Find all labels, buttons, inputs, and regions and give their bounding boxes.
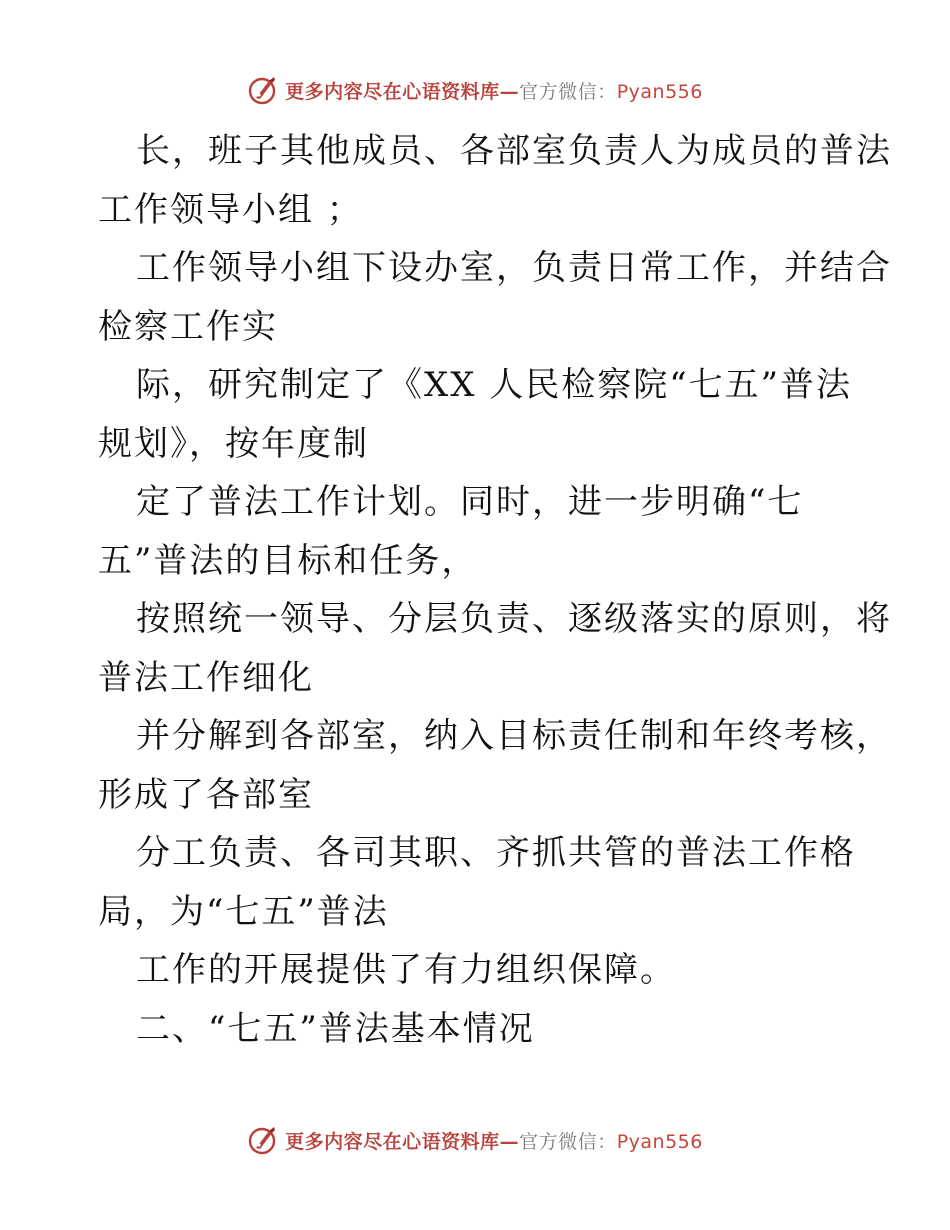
text-line: 工作领导小组 ； <box>98 189 363 230</box>
text-line: 长，班子其他成员、各部室负责人为成员的普法 <box>136 131 892 171</box>
text-line: 工作领导小组下设办室，负责日常工作，并结合 <box>136 248 892 288</box>
text-line: 按照统一领导、分层负责、逐级落实的原则，将 <box>136 599 892 639</box>
text-line: 局，为“七五”普法 <box>98 891 389 932</box>
banner-wechat-label: 官方微信： <box>519 80 617 103</box>
document-body <box>98 122 892 1058</box>
banner-wechat-id: Pyan556 <box>616 80 703 103</box>
banner-text <box>285 1127 703 1154</box>
quill-pen-logo-icon <box>247 1124 279 1156</box>
quill-pen-logo-icon <box>247 74 279 106</box>
header-banner <box>0 70 950 110</box>
text-line: 二、“七五”普法基本情况 <box>136 1008 535 1049</box>
banner-text <box>285 77 703 104</box>
text-line: 检察工作实 <box>98 306 278 347</box>
text-line: 规划》，按年度制 <box>98 423 369 464</box>
banner-main-text: 更多内容尽在心语资料库 <box>285 1130 500 1153</box>
text-line: 五”普法的目标和任务， <box>98 540 478 581</box>
text-line: 形成了各部室 <box>98 774 314 815</box>
text-line: 普法工作细化 <box>98 657 314 698</box>
banner-wechat-id: Pyan556 <box>616 1130 703 1153</box>
text-line: 定了普法工作计划。同时，进一步明确“七 <box>136 482 804 522</box>
banner-dash: — <box>499 1130 520 1153</box>
banner-wechat-label: 官方微信： <box>519 1130 617 1153</box>
text-line: 分工负责、各司其职、齐抓共管的普法工作格 <box>136 833 856 873</box>
footer-banner <box>0 1120 950 1160</box>
text-line: 并分解到各部室，纳入目标责任制和年终考核， <box>136 716 892 756</box>
text-line: 工作的开展提供了有力组织保障。 <box>136 950 676 990</box>
banner-main-text: 更多内容尽在心语资料库 <box>285 80 500 103</box>
banner-dash: — <box>499 80 520 103</box>
text-line: 际，研究制定了《XX 人民检察院“七五”普法 <box>136 365 852 405</box>
